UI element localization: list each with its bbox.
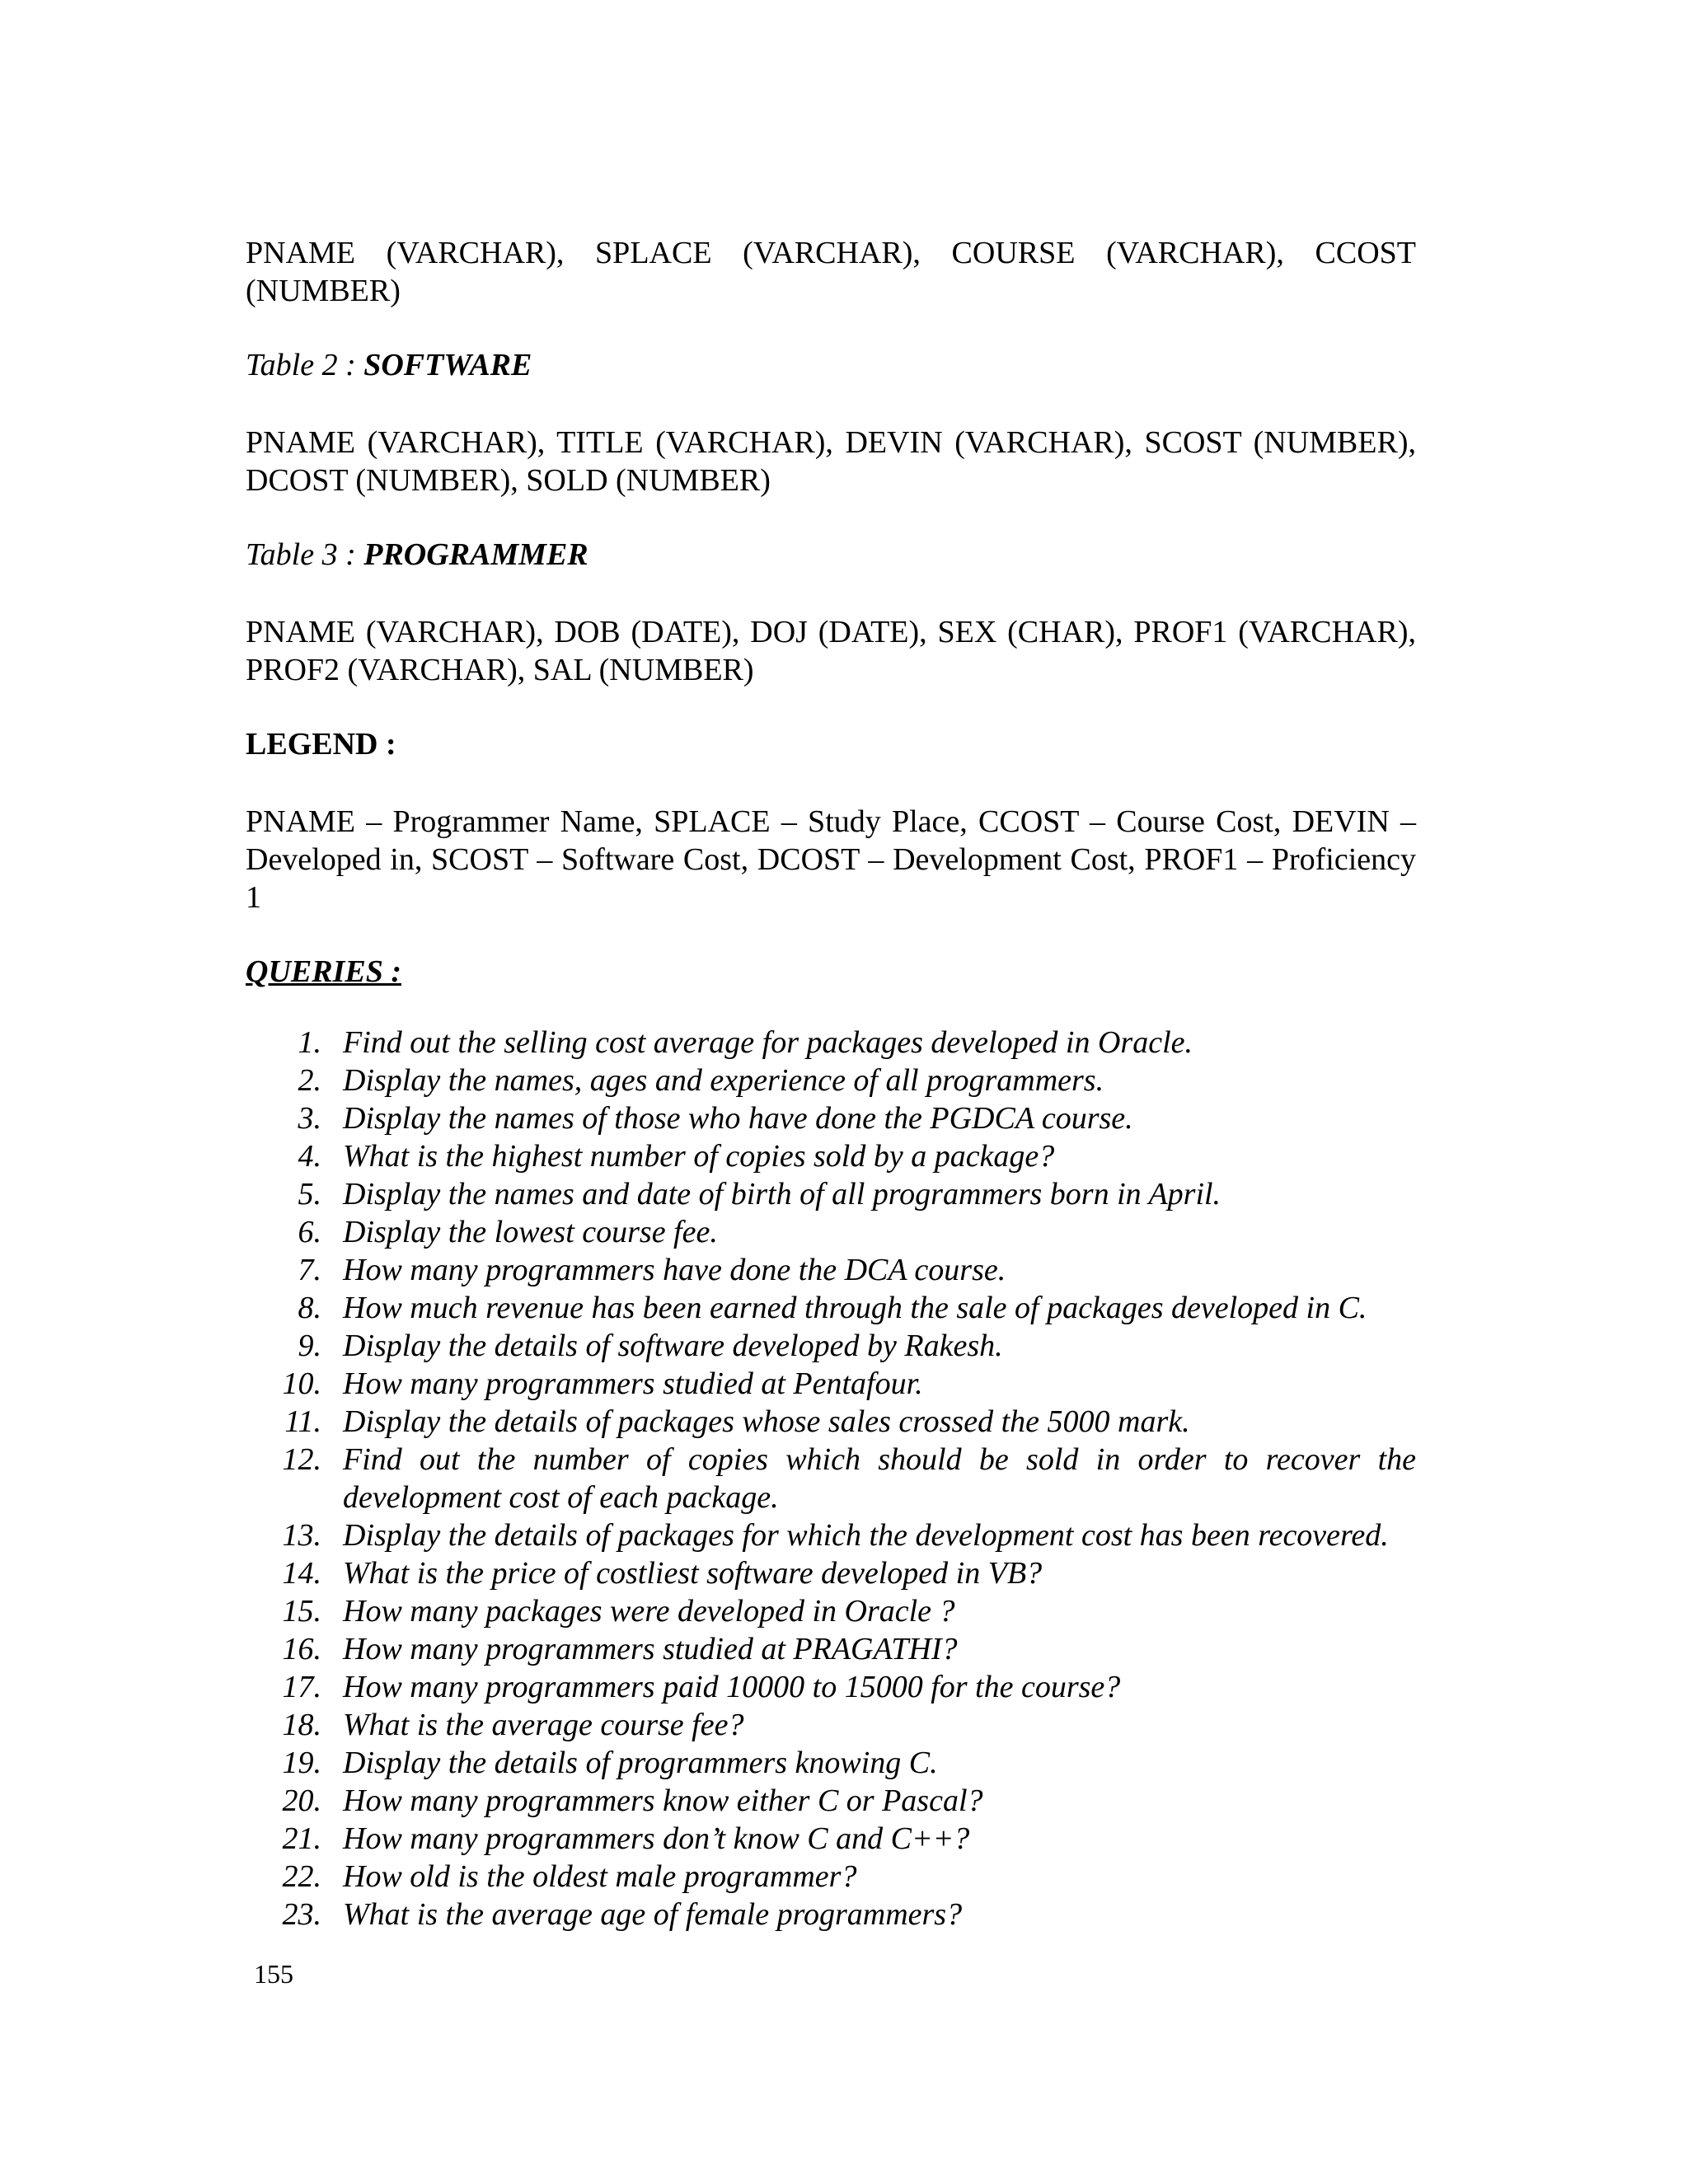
list-item-text: Find out the number of copies which should be sold in order to recover the development cost of each package. xyxy=(343,1442,1416,1515)
legend-heading: LEGEND : xyxy=(246,727,396,762)
list-item-text: How much revenue has been earned through the sale of packages developed in C. xyxy=(343,1291,1367,1325)
list-item-number: 3. xyxy=(298,1101,321,1136)
table2-prefix: Table 2 : xyxy=(246,348,364,382)
list-item-text: Display the names of those who have done the PGDCA course. xyxy=(343,1101,1133,1136)
table1-columns: PNAME (VARCHAR), SPLACE (VARCHAR), COURSE (VARCHAR), CCOST (NUMBER) xyxy=(246,236,1416,308)
list-item-text: What is the average course fee? xyxy=(343,1708,744,1742)
table3-title xyxy=(246,536,588,574)
table3-name: PROGRAMMER xyxy=(363,537,588,572)
list-item-text: How many programmers don’t know C and C++? xyxy=(343,1821,970,1856)
list-item-text: What is the highest number of copies sold by a package? xyxy=(343,1139,1055,1174)
list-item xyxy=(246,1289,1416,1327)
table3-prefix: Table 3 : xyxy=(246,537,364,572)
list-item-number: 4. xyxy=(298,1139,321,1174)
list-item xyxy=(246,1365,1416,1403)
list-item xyxy=(246,1251,1416,1289)
list-item-number: 7. xyxy=(298,1253,321,1287)
list-item xyxy=(246,1327,1416,1365)
list-item-text: How many programmers paid 10000 to 15000 for the course? xyxy=(343,1670,1121,1704)
list-item-number: 18. xyxy=(282,1708,321,1742)
list-item xyxy=(246,1024,1416,1062)
list-item xyxy=(246,1554,1416,1592)
list-item xyxy=(246,1516,1416,1554)
list-item-text: Display the details of packages whose sales crossed the 5000 mark. xyxy=(343,1404,1190,1439)
list-item-number: 20. xyxy=(282,1783,321,1818)
list-item xyxy=(246,1744,1416,1782)
list-item-number: 17. xyxy=(282,1670,321,1704)
queries-list xyxy=(246,1024,1416,1933)
list-item-text: How many programmers studied at Pentafour. xyxy=(343,1366,923,1401)
list-item xyxy=(246,1668,1416,1706)
list-item-text: How many programmers know either C or Pascal? xyxy=(343,1783,983,1818)
list-item-number: 12. xyxy=(282,1442,321,1477)
list-item-number: 15. xyxy=(282,1594,321,1629)
list-item-number: 14. xyxy=(282,1556,321,1591)
list-item-number: 5. xyxy=(298,1177,321,1212)
list-item-text: How many packages were developed in Oracle ? xyxy=(343,1594,955,1629)
list-item-number: 2. xyxy=(298,1063,321,1098)
list-item-text: How old is the oldest male programmer? xyxy=(343,1859,857,1894)
list-item-number: 16. xyxy=(282,1632,321,1666)
list-item xyxy=(246,1213,1416,1251)
table3-columns: PNAME (VARCHAR), DOB (DATE), DOJ (DATE), SEX (CHAR), PROF1 (VARCHAR), PROF2 (VARCHAR), SAL (NUMBER) xyxy=(246,615,1416,687)
queries-heading: QUERIES : xyxy=(246,954,401,989)
list-item-number: 22. xyxy=(282,1859,321,1894)
list-item-text: Display the details of packages for which the development cost has been recovered. xyxy=(343,1518,1389,1553)
table2-columns: PNAME (VARCHAR), TITLE (VARCHAR), DEVIN (VARCHAR), SCOST (NUMBER), DCOST (NUMBER), SOLD (NUMBER) xyxy=(246,425,1416,498)
list-item-text: Display the lowest course fee. xyxy=(343,1215,718,1249)
legend-text: PNAME – Programmer Name, SPLACE – Study Place, CCOST – Course Cost, DEVIN – Developed in, SCOST – Software Cost, DCOST – Development Cost, PROF1 – Proficiency 1 xyxy=(246,804,1416,915)
table2-name: SOFTWARE xyxy=(363,348,532,382)
list-item xyxy=(246,1403,1416,1441)
list-item-number: 8. xyxy=(298,1291,321,1325)
list-item-text: How many programmers have done the DCA course. xyxy=(343,1253,1006,1287)
list-item xyxy=(246,1137,1416,1175)
list-item xyxy=(246,1175,1416,1213)
list-item xyxy=(246,1592,1416,1630)
list-item-number: 13. xyxy=(282,1518,321,1553)
list-item-number: 6. xyxy=(298,1215,321,1249)
list-item xyxy=(246,1630,1416,1668)
list-item-text: How many programmers studied at PRAGATHI? xyxy=(343,1632,958,1666)
list-item xyxy=(246,1782,1416,1820)
list-item-text: Find out the selling cost average for packages developed in Oracle. xyxy=(343,1025,1193,1060)
list-item-number: 21. xyxy=(282,1821,321,1856)
list-item-number: 9. xyxy=(298,1329,321,1363)
list-item-text: Display the details of software developed by Rakesh. xyxy=(343,1329,1003,1363)
list-item-number: 19. xyxy=(282,1746,321,1780)
list-item-text: Display the details of programmers knowing C. xyxy=(343,1746,938,1780)
list-item-text: Display the names and date of birth of all programmers born in April. xyxy=(343,1177,1221,1212)
table2-title xyxy=(246,346,532,384)
list-item-text: What is the price of costliest software developed in VB? xyxy=(343,1556,1043,1591)
list-item xyxy=(246,1820,1416,1858)
list-item-number: 10. xyxy=(282,1366,321,1401)
list-item xyxy=(246,1062,1416,1099)
page-number: 155 xyxy=(254,1959,293,1989)
list-item xyxy=(246,1858,1416,1896)
list-item-number: 11. xyxy=(284,1404,321,1439)
list-item-text: What is the average age of female programmers? xyxy=(343,1897,963,1932)
list-item-text: Display the names, ages and experience of all programmers. xyxy=(343,1063,1104,1098)
list-item-number: 23. xyxy=(282,1897,321,1932)
list-item xyxy=(246,1896,1416,1933)
list-item xyxy=(246,1441,1416,1516)
list-item-number: 1. xyxy=(298,1025,321,1060)
list-item xyxy=(246,1706,1416,1744)
list-item xyxy=(246,1099,1416,1137)
